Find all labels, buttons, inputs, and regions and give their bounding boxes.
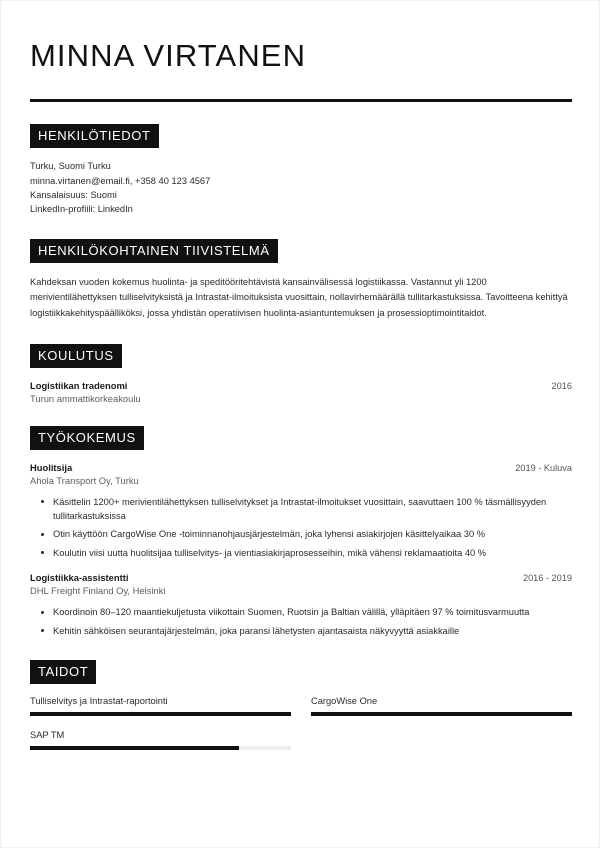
section-heading-summary: HENKILÖKOHTAINEN TIIVISTELMÄ bbox=[30, 239, 278, 263]
experience-entry bbox=[30, 572, 572, 638]
contact-email-phone: minna.virtanen@email.fi, +358 40 123 4567 bbox=[30, 175, 211, 186]
experience-job-title: Huolitsija bbox=[30, 461, 73, 473]
section-heading-personal-details: HENKILÖTIEDOT bbox=[30, 124, 159, 148]
section-summary bbox=[30, 239, 572, 322]
education-entry bbox=[30, 380, 572, 404]
skill-level-fill bbox=[30, 746, 239, 750]
section-experience bbox=[30, 426, 572, 638]
experience-bullet-list bbox=[30, 495, 572, 561]
resume-content bbox=[30, 1, 572, 750]
education-date: 2016 bbox=[551, 380, 572, 391]
section-heading-skills: TAIDOT bbox=[30, 660, 96, 684]
experience-job-title: Logistiikka-assistentti bbox=[30, 572, 129, 584]
list-item: Käsittelin 1200+ merivientilähettyksen tulliselvitykset ja Intrastat-ilmoitukset vuosittain, saavuttaen 100 % täsmällisyyden tullitarkastuksissa bbox=[41, 495, 572, 524]
contact-block bbox=[30, 159, 572, 217]
experience-employer: Ahola Transport Oy, Turku bbox=[30, 474, 139, 486]
list-item: Koordinoin 80–120 maantiekuljetusta viikottain Suomen, Ruotsin ja Baltian välillä, ylläpitäen 97 % toimitusvarmuutta bbox=[41, 605, 572, 619]
skill-level-track bbox=[30, 746, 291, 750]
skill-item bbox=[30, 696, 291, 716]
contact-linkedin: LinkedIn-profiili: LinkedIn bbox=[30, 204, 133, 215]
experience-employer: DHL Freight Finland Oy, Helsinki bbox=[30, 585, 166, 597]
header-divider bbox=[30, 99, 572, 102]
education-school: Turun ammattikorkeakoulu bbox=[30, 392, 141, 404]
skill-label: SAP TM bbox=[30, 729, 65, 740]
experience-entry bbox=[30, 462, 572, 561]
education-entry-header bbox=[30, 380, 572, 391]
experience-entry-header bbox=[30, 572, 572, 583]
experience-bullet-list bbox=[30, 605, 572, 638]
experience-entry-header bbox=[30, 462, 572, 473]
section-heading-experience: TYÖKOKEMUS bbox=[30, 426, 144, 450]
list-item: Otin käyttöön CargoWise One -toiminnanohjausjärjestelmän, joka lyhensi asiakirjojen käsittelyaikaa 30 % bbox=[41, 527, 572, 541]
skill-level-fill bbox=[30, 712, 291, 716]
page-title: MINNA VIRTANEN bbox=[30, 38, 307, 73]
summary-text: Kahdeksan vuoden kokemus huolinta- ja speditööritehtävistä kansainvälisessä logistiikassa. Vastannut yli 1200 merivientilähettyksen tulliselvityksistä ja Intrastat-ilmoituksista vuosittain, nollavirhemäärällä tullitarkastuksissa. Tavoitteena kehittyä logistiikkakehityspäälliköksi, jossa yhdistän operatiivisen huolinta-asiantuntemuksen ja prosessioptimointitaidot. bbox=[30, 276, 568, 318]
skill-level-track bbox=[311, 712, 572, 716]
education-degree: Logistiikan tradenomi bbox=[30, 379, 128, 391]
contact-location: Turku, Suomi Turku bbox=[30, 161, 111, 172]
skill-level-fill bbox=[311, 712, 572, 716]
section-heading-education: KOULUTUS bbox=[30, 344, 122, 368]
skills-grid bbox=[30, 696, 572, 750]
skill-label: CargoWise One bbox=[311, 695, 378, 706]
skill-item bbox=[30, 730, 291, 750]
section-personal-details bbox=[30, 124, 572, 217]
summary-block bbox=[30, 275, 572, 322]
section-education bbox=[30, 344, 572, 404]
skill-level-track bbox=[30, 712, 291, 716]
section-skills bbox=[30, 660, 572, 750]
skill-label: Tulliselvitys ja Intrastat-raportointi bbox=[30, 695, 168, 706]
experience-date: 2016 - 2019 bbox=[522, 573, 572, 584]
list-item: Koulutin viisi uutta huolitsijaa tulliselvitys- ja vientiasiakirjaprosesseihin, mikä vähensi reklamaatioita 40 % bbox=[41, 546, 572, 560]
contact-nationality: Kansalaisuus: Suomi bbox=[30, 189, 117, 200]
experience-date: 2019 - Kuluva bbox=[515, 462, 572, 473]
skill-item bbox=[311, 696, 572, 716]
list-item: Kehitin sähköisen seurantajärjestelmän, joka paransi lähetysten ajantasaista näkyvyyttä asiakkaille bbox=[41, 624, 572, 638]
